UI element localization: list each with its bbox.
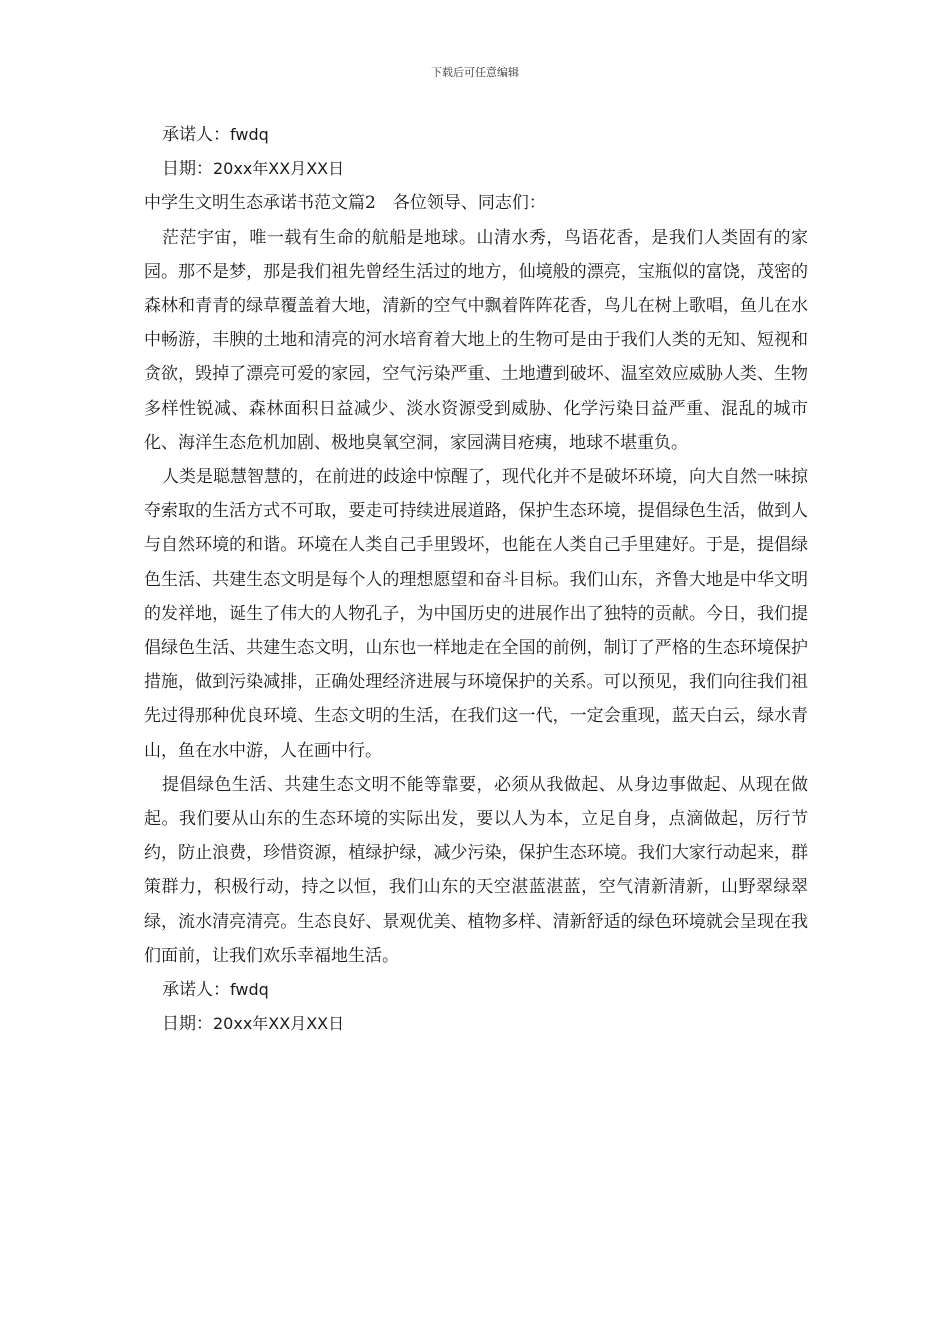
document-body bbox=[144, 118, 808, 1041]
date-value: 20xx年XX月XX日 bbox=[213, 1014, 345, 1034]
date-line bbox=[144, 152, 808, 186]
date-label: 日期： bbox=[162, 159, 213, 180]
paragraph: 茫茫宇宙，唯一载有生命的航船是地球。山清水秀，鸟语花香，是我们人类固有的家园。那不是梦，那是我们祖先曾经生活过的地方，仙境般的漂亮，宝瓶似的富饶，茂密的森林和青青的绿草覆盖着大地，清新的空气中飘着阵阵花香，鸟儿在树上歌唱，鱼儿在水中畅游，丰腴的土地和清亮的河水培育着大地上的生物可是由于我们人类的无知、短视和贪欲，毁掉了漂亮可爱的家园，空气污染严重、土地遭到破坏、温室效应威胁人类、生物多样性锐减、森林面积日益减少、淡水资源受到威胁、化学污染日益严重、混乱的城市化、海洋生态危机加剧、极地臭氧空洞，家园满目疮痍，地球不堪重负。 bbox=[144, 227, 808, 453]
paragraph: 提倡绿色生活、共建生态文明不能等靠要，必须从我做起、从身边事做起、从现在做起。我们要从山东的生态环境的实际出发，要以人为本，立足自身，点滴做起，厉行节约，防止浪费，珍惜资源，植绿护绿，减少污染，保护生态环境。我们大家行动起来，群策群力，积极行动，持之以恒，我们山东的天空湛蓝湛蓝，空气清新清新，山野翠绿翠绿，流水清亮清亮。生态良好、景观优美、植物多样、清新舒适的绿色环境就会呈现在我们面前，让我们欢乐幸福地生活。 bbox=[144, 774, 808, 966]
promiser-line bbox=[144, 118, 808, 152]
section-title: 中学生文明生态承诺书范文篇2 各位领导、同志们： bbox=[144, 193, 546, 214]
paragraph: 人类是聪慧智慧的，在前进的歧途中惊醒了，现代化并不是破坏环境，向大自然一味掠夺索取的生活方式不可取，要走可持续进展道路，保护生态环境，提倡绿色生活，做到人与自然环境的和谐。环境在人类自己手里毁坏，也能在人类自己手里建好。于是，提倡绿色生活、共建生态文明是每个人的理想愿望和奋斗目标。我们山东，齐鲁大地是中华文明的发祥地，诞生了伟大的人物孔子，为中国历史的进展作出了独特的贡献。今日，我们提倡绿色生活、共建生态文明，山东也一样地走在全国的前例，制订了严格的生态环境保护措施，做到污染减排，正确处理经济进展与环境保护的关系。可以预见，我们向往我们祖先过得那种优良环境、生态文明的生活，在我们这一代，一定会重现，蓝天白云，绿水青山，鱼在水中游，人在画中行。 bbox=[144, 467, 808, 761]
date-label: 日期： bbox=[162, 1014, 213, 1035]
page-header: 下载后可任意编辑 bbox=[431, 66, 519, 79]
promiser-label: 承诺人： bbox=[162, 980, 230, 1001]
promiser-line bbox=[144, 973, 808, 1007]
promiser-name: fwdq bbox=[230, 980, 269, 1000]
date-line bbox=[144, 1007, 808, 1041]
promiser-name: fwdq bbox=[230, 125, 269, 144]
promiser-label: 承诺人： bbox=[162, 125, 230, 145]
date-value: 20xx年XX月XX日 bbox=[213, 159, 345, 179]
